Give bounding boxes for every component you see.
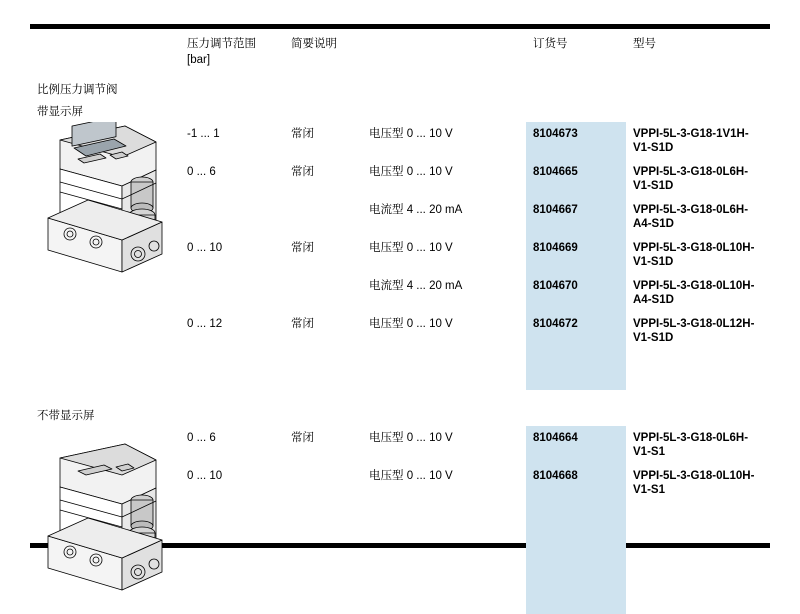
- subsection-title-row: [30, 404, 770, 426]
- cell-brief: 电压型 0 ... 10 V: [369, 242, 453, 255]
- cell-brief: 电压型 0 ... 10 V: [369, 166, 453, 179]
- header-order-no: [526, 29, 626, 78]
- header-pressure-range-line2: [bar]: [187, 53, 211, 66]
- section-title-text: 比例压力调节阀: [37, 84, 118, 97]
- valve-with-display-image: [30, 122, 180, 390]
- section-title-row: [30, 78, 770, 100]
- cell-description: 常闭: [291, 432, 314, 445]
- cell-type-no: VPPI-5L-3-G18-0L6H-V1-S1: [633, 432, 749, 459]
- cell-brief: 电压型 0 ... 10 V: [369, 128, 453, 141]
- product-table-section-2: [30, 404, 770, 614]
- subsection-title-cell: [30, 100, 770, 122]
- header-pressure-range: [180, 29, 284, 78]
- cell-type-no: VPPI-5L-3-G18-0L10H-V1-S1D: [633, 242, 755, 269]
- header-type-no-label: 型号: [633, 38, 656, 50]
- cell-pressure-range: 0 ... 6: [187, 166, 216, 179]
- cell-type-no: VPPI-5L-3-G18-0L10H-A4-S1D: [633, 280, 755, 307]
- product-table-sheet: [30, 24, 770, 548]
- cell-type-no: VPPI-5L-3-G18-0L6H-V1-S1D: [633, 166, 749, 193]
- subsection-title-row: [30, 100, 770, 122]
- cell-description: [284, 464, 362, 614]
- subsection-title-text: 不带显示屏: [37, 410, 95, 423]
- cell-order-no: 8104664: [526, 426, 626, 464]
- cell-type-no: VPPI-5L-3-G18-0L6H-A4-S1D: [633, 204, 749, 231]
- cell-pressure-range: -1 ... 1: [187, 128, 220, 141]
- header-order-no-label: 订货号: [533, 38, 568, 50]
- cell-description: 常闭: [291, 242, 314, 255]
- table-row: [30, 122, 770, 160]
- cell-type-no: VPPI-5L-3-G18-1V1H-V1-S1D: [633, 128, 749, 155]
- cell-type-no: VPPI-5L-3-G18-0L10H-V1-S1: [633, 470, 755, 497]
- cell-brief: 电流型 4 ... 20 mA: [369, 204, 463, 217]
- valve-without-display-illustration: [30, 426, 180, 598]
- section-gap: [30, 390, 770, 404]
- cell-pressure-range: 0 ... 10: [187, 242, 223, 255]
- cell-pressure-range: 0 ... 12: [187, 318, 223, 331]
- header-description: [284, 29, 526, 78]
- section-title-cell: [30, 78, 770, 100]
- cell-description: 常闭: [291, 128, 314, 141]
- cell-pressure-range: 0 ... 6: [187, 432, 216, 445]
- subsection-title-text: 带显示屏: [37, 106, 83, 119]
- cell-order-no: 8104670: [526, 274, 626, 312]
- cell-order-no: 8104672: [526, 312, 626, 390]
- valve-with-display-illustration: [30, 122, 180, 294]
- header-image-cell: [30, 29, 180, 78]
- cell-order-no: 8104665: [526, 160, 626, 198]
- cell-order-no: 8104668: [526, 464, 626, 614]
- table-row: [30, 426, 770, 464]
- cell-order-no: 8104667: [526, 198, 626, 236]
- cell-type-no: VPPI-5L-3-G18-0L12H-V1-S1D: [633, 318, 755, 345]
- cell-brief: 电压型 0 ... 10 V: [369, 470, 453, 483]
- header-type-no: [626, 29, 770, 78]
- table-header-row: [30, 29, 770, 78]
- cell-description: 常闭: [291, 318, 314, 331]
- valve-without-display-image: [30, 426, 180, 614]
- cell-description: 常闭: [291, 166, 314, 179]
- cell-order-no: 8104669: [526, 236, 626, 274]
- cell-brief: 电流型 4 ... 20 mA: [369, 280, 463, 293]
- cell-order-no: 8104673: [526, 122, 626, 160]
- header-description-label: 简要说明: [291, 38, 337, 50]
- subsection-title-cell: [30, 404, 770, 426]
- product-table-section-1: [30, 29, 770, 390]
- header-pressure-range-line1: 压力调节范围: [187, 38, 256, 50]
- cell-pressure-range: 0 ... 10: [187, 470, 223, 483]
- cell-brief: 电压型 0 ... 10 V: [369, 318, 453, 331]
- cell-brief: 电压型 0 ... 10 V: [369, 432, 453, 445]
